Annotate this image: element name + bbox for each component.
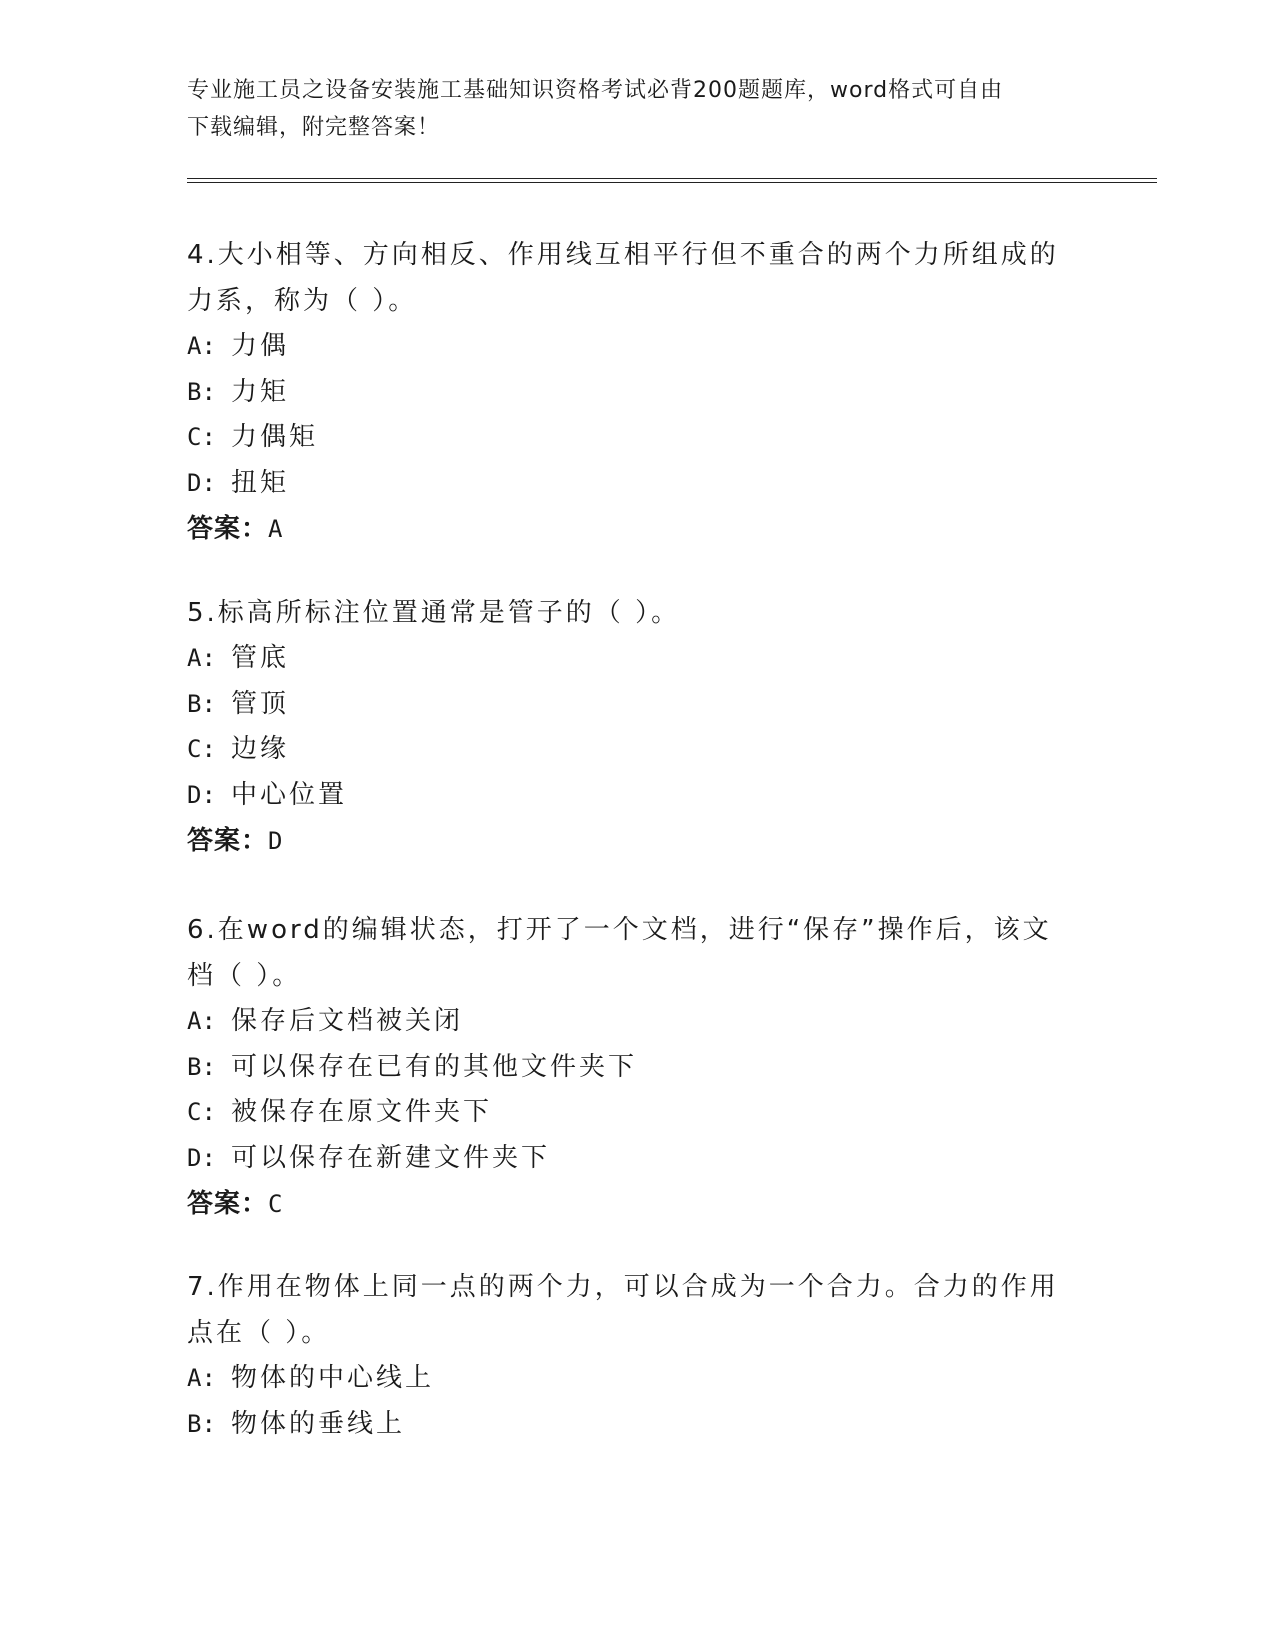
option-key: B: [187, 1409, 216, 1438]
header-line-2: 下载编辑，附完整答案！ [187, 115, 441, 140]
option-a [187, 999, 1087, 1045]
option-b [187, 370, 1087, 416]
option-a [187, 1356, 1087, 1402]
option-text: 管顶 [231, 688, 290, 719]
answer-value: A [268, 515, 284, 543]
question-stem-line: 力系，称为（ ）。 [187, 286, 418, 316]
question-5 [187, 590, 1087, 864]
option-key: D: [187, 468, 216, 497]
document-header [187, 72, 1087, 146]
option-text: 被保存在原文件夹下 [231, 1097, 493, 1127]
option-key: A: [187, 1007, 216, 1035]
option-key: C: [187, 735, 216, 763]
header-divider-top [187, 178, 1157, 179]
question-stem-line: 4.大小相等、方向相反、作用线互相平行但不重合的两个力所组成的 [187, 240, 1059, 270]
option-text: 力偶矩 [231, 422, 319, 452]
option-d [187, 773, 1087, 819]
answer-line [187, 506, 1087, 552]
question-6 [187, 907, 1087, 1227]
option-a [187, 324, 1087, 370]
question-stem-line: 7.作用在物体上同一点的两个力，可以合成为一个合力。合力的作用 [187, 1272, 1059, 1302]
option-b [187, 682, 1087, 728]
option-key: C: [187, 423, 216, 451]
option-c [187, 1090, 1087, 1136]
option-c [187, 727, 1087, 773]
option-b [187, 1402, 1087, 1448]
option-key: A: [187, 332, 216, 360]
option-key: A: [187, 644, 216, 672]
header-divider-bottom [187, 182, 1157, 183]
option-a [187, 636, 1087, 682]
option-b [187, 1045, 1087, 1091]
option-key: D: [187, 780, 216, 809]
question-4 [187, 232, 1087, 552]
answer-value: C [268, 1190, 284, 1218]
option-key: B: [187, 689, 216, 718]
option-text: 管底 [231, 643, 290, 673]
option-text: 可以保存在新建文件夹下 [231, 1142, 551, 1173]
option-text: 物体的中心线上 [231, 1363, 435, 1393]
option-text: 边缘 [231, 734, 290, 764]
option-d [187, 461, 1087, 507]
option-text: 可以保存在已有的其他文件夹下 [231, 1051, 638, 1082]
question-stem-line: 档（ ）。 [187, 961, 302, 991]
option-key: C: [187, 1098, 216, 1126]
option-key: D: [187, 1143, 216, 1172]
option-key: B: [187, 377, 216, 406]
question-stem-line: 5.标高所标注位置通常是管子的（ ）。 [187, 598, 681, 628]
option-key: B: [187, 1052, 216, 1081]
answer-label: 答案： [187, 514, 269, 544]
option-c [187, 415, 1087, 461]
option-text: 中心位置 [231, 779, 348, 810]
option-key: A: [187, 1364, 216, 1392]
question-stem-line: 6.在word的编辑状态，打开了一个文档，进行“保存”操作后，该文 [187, 915, 1052, 945]
question-7 [187, 1264, 1087, 1447]
option-text: 保存后文档被关闭 [231, 1006, 464, 1036]
answer-line [187, 818, 1087, 864]
question-stem-line: 点在（ ）。 [187, 1318, 331, 1348]
option-text: 扭矩 [231, 467, 290, 498]
option-text: 物体的垂线上 [231, 1408, 406, 1439]
option-d [187, 1136, 1087, 1182]
option-text: 力矩 [231, 376, 290, 407]
answer-value: D [268, 827, 284, 855]
header-line-1: 专业施工员之设备安装施工基础知识资格考试必背200题题库，word格式可自由 [187, 78, 1004, 103]
answer-label: 答案： [187, 826, 269, 856]
option-text: 力偶 [231, 331, 290, 361]
answer-line [187, 1181, 1087, 1227]
answer-label: 答案： [187, 1189, 269, 1219]
